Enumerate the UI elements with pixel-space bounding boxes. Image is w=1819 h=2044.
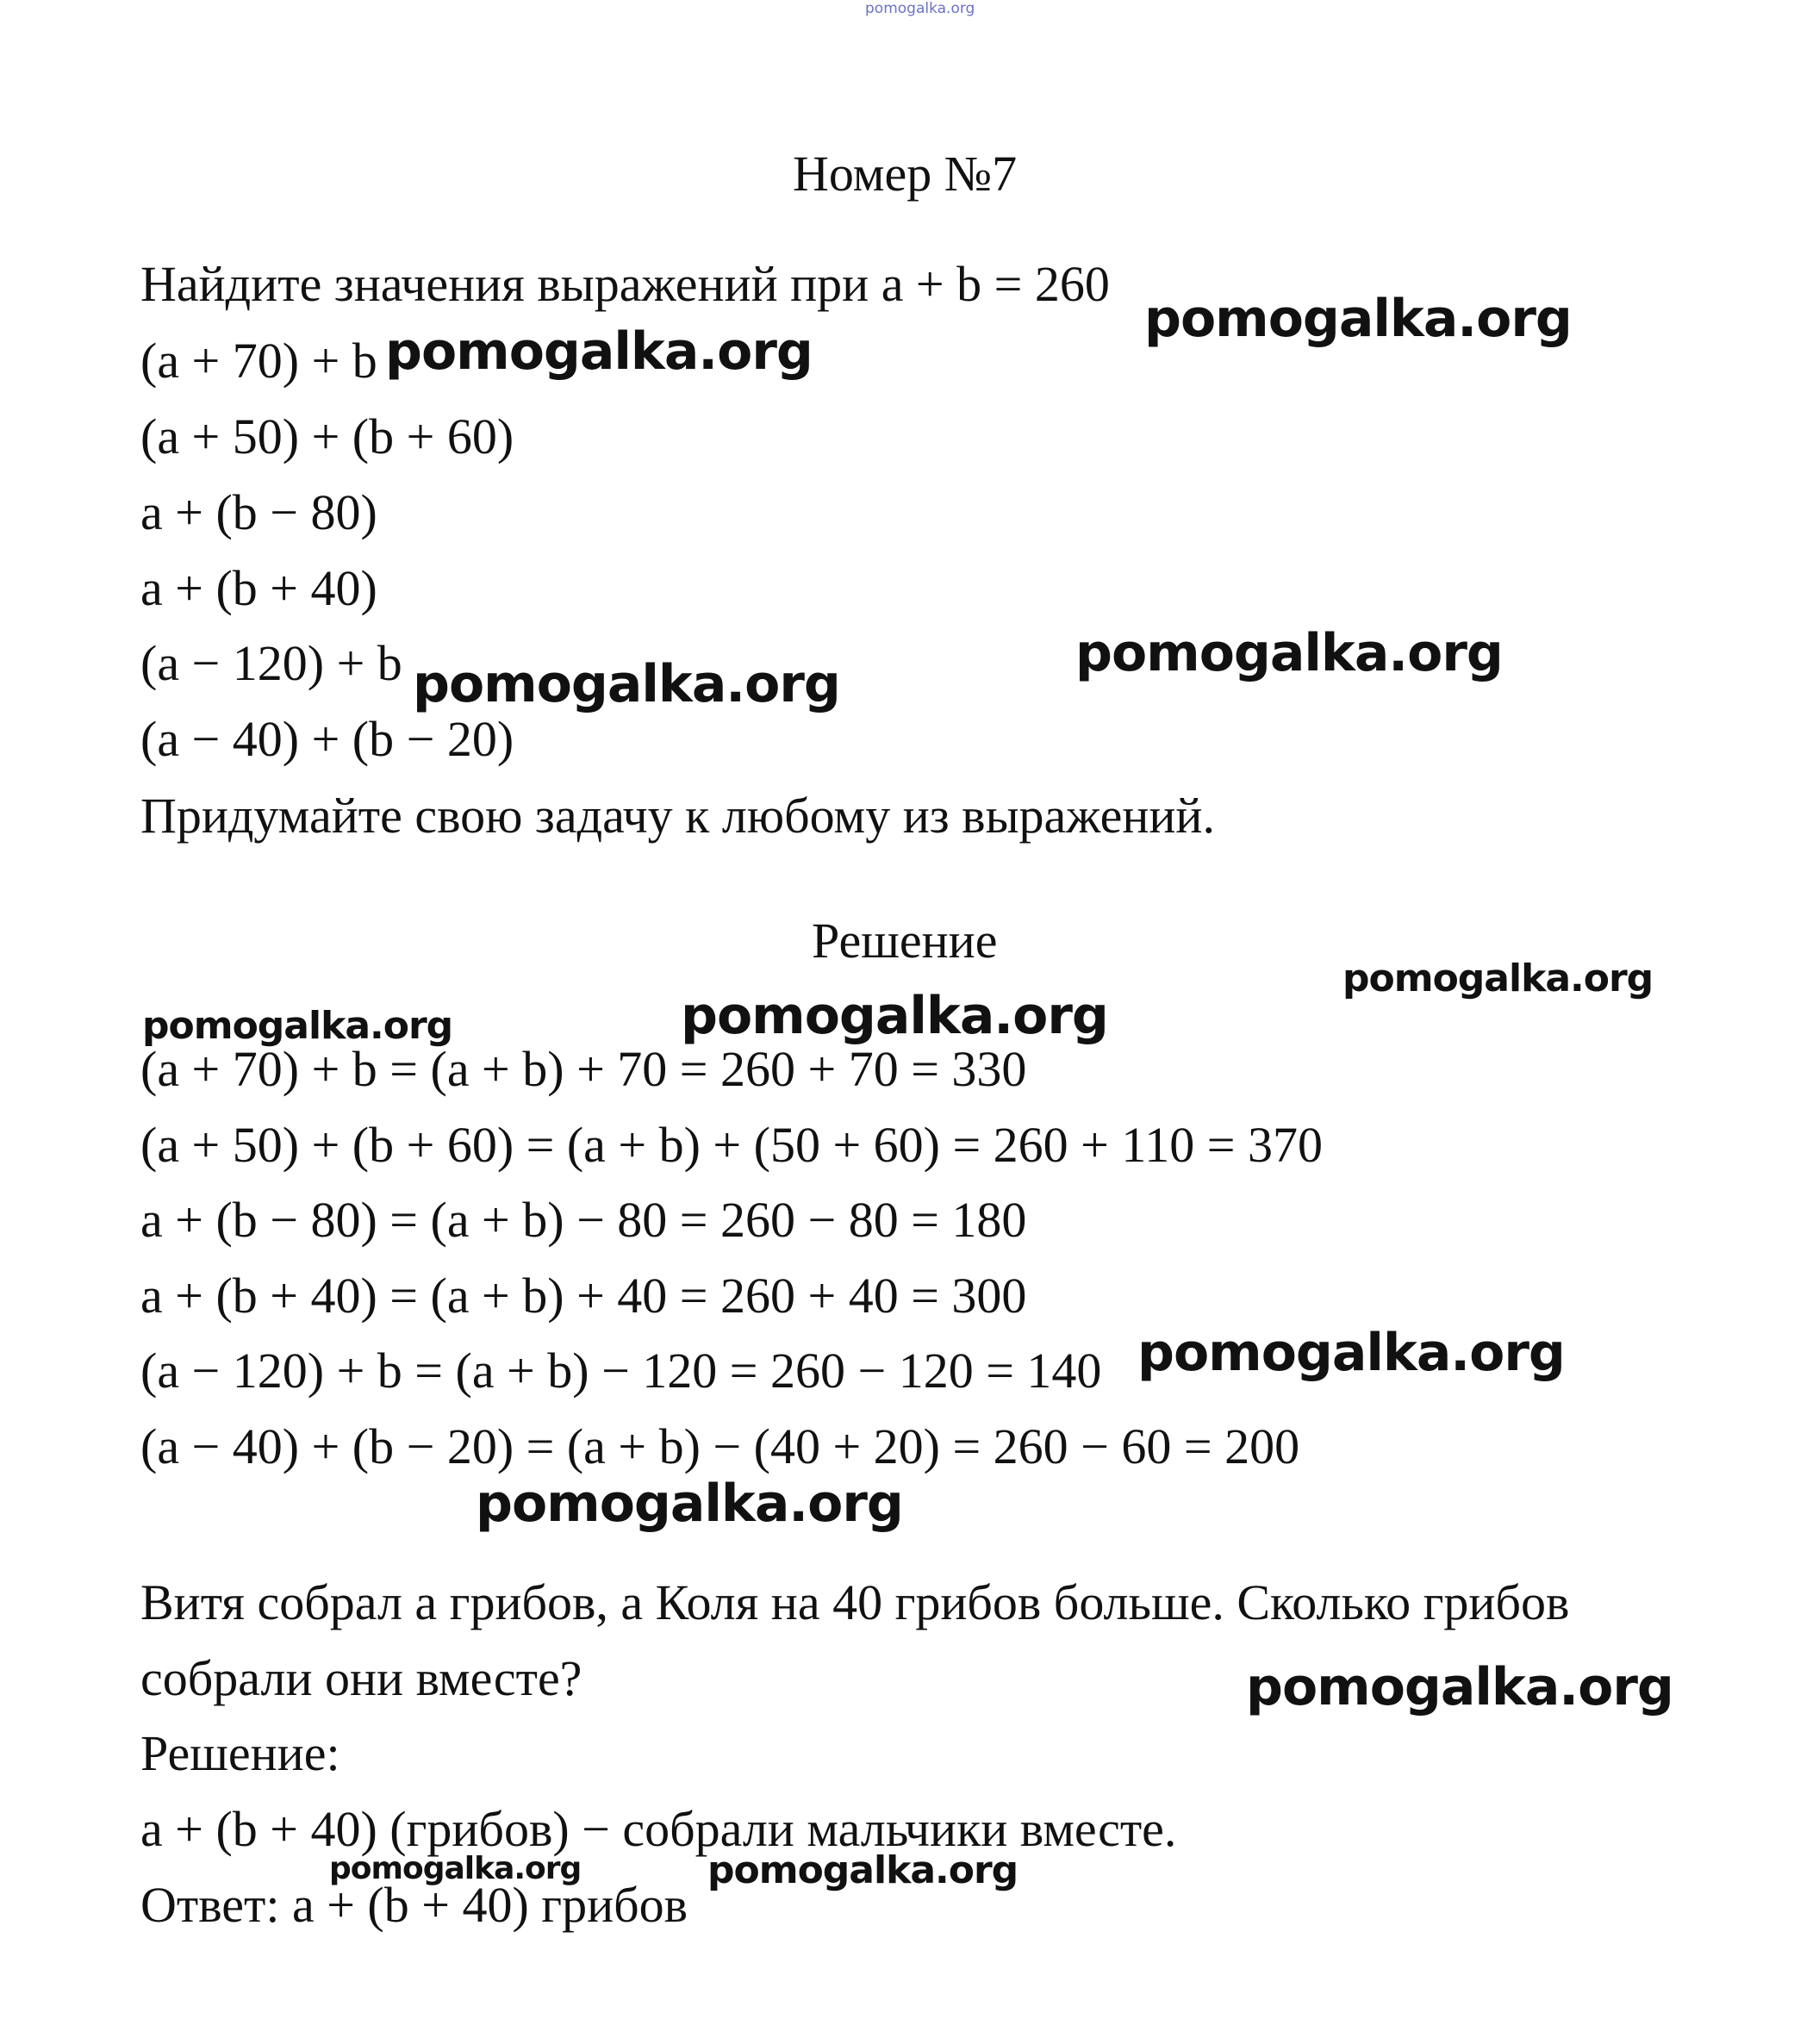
solution-line-4: a + (b + 40) = (a + b) + 40 = 260 + 40 = 300 [140, 1268, 1027, 1324]
expression-5: (a − 120) + b [140, 635, 402, 691]
watermark: pomogalka.org [413, 654, 840, 714]
problem-line-2: собрали они вместе? [140, 1650, 582, 1706]
watermark: pomogalka.org [1342, 957, 1654, 1000]
solution-line-1: (a + 70) + b = (a + b) + 70 = 260 + 70 = 330 [140, 1041, 1027, 1097]
watermark: pomogalka.org [707, 1848, 1019, 1892]
task-footer: Придумайте свою задачу к любому из выражений. [140, 788, 1215, 844]
watermark: pomogalka.org [385, 321, 813, 382]
solution-line-6: (a − 40) + (b − 20) = (a + b) − (40 + 20) = 260 − 60 = 200 [140, 1418, 1300, 1474]
watermark: pomogalka.org [142, 1004, 453, 1048]
page-title: Номер №7 [793, 146, 1018, 202]
watermark: pomogalka.org [1075, 623, 1503, 683]
solution-line-5: (a − 120) + b = (a + b) − 120 = 260 − 120 = 140 [140, 1343, 1102, 1399]
watermark: pomogalka.org [329, 1851, 582, 1886]
watermark: pomogalka.org [681, 986, 1108, 1046]
problem-solution-text: a + (b + 40) (грибов) − собрали мальчики вместе. [140, 1801, 1177, 1857]
top-watermark: pomogalka.org [865, 0, 975, 17]
solution-line-3: a + (b − 80) = (a + b) − 80 = 260 − 80 = 180 [140, 1192, 1027, 1248]
expression-6: (a − 40) + (b − 20) [140, 711, 514, 767]
watermark: pomogalka.org [1137, 1323, 1565, 1383]
problem-solution-label: Решение: [140, 1725, 340, 1781]
solution-heading: Решение [812, 913, 998, 969]
solution-line-2: (a + 50) + (b + 60) = (a + b) + (50 + 60) = 260 + 110 = 370 [140, 1117, 1323, 1173]
watermark: pomogalka.org [476, 1474, 903, 1534]
problem-line-1: Витя собрал a грибов, а Коля на 40 грибов больше. Сколько грибов [140, 1574, 1570, 1630]
task-intro: Найдите значения выражений при a + b = 260 [140, 256, 1110, 312]
answer: Ответ: a + (b + 40) грибов [140, 1877, 688, 1933]
watermark: pomogalka.org [1246, 1657, 1673, 1717]
expression-1: (a + 70) + b [140, 333, 377, 389]
watermark: pomogalka.org [1144, 289, 1572, 349]
expression-2: (a + 50) + (b + 60) [140, 408, 514, 464]
expression-4: a + (b + 40) [140, 560, 377, 616]
expression-3: a + (b − 80) [140, 484, 377, 540]
